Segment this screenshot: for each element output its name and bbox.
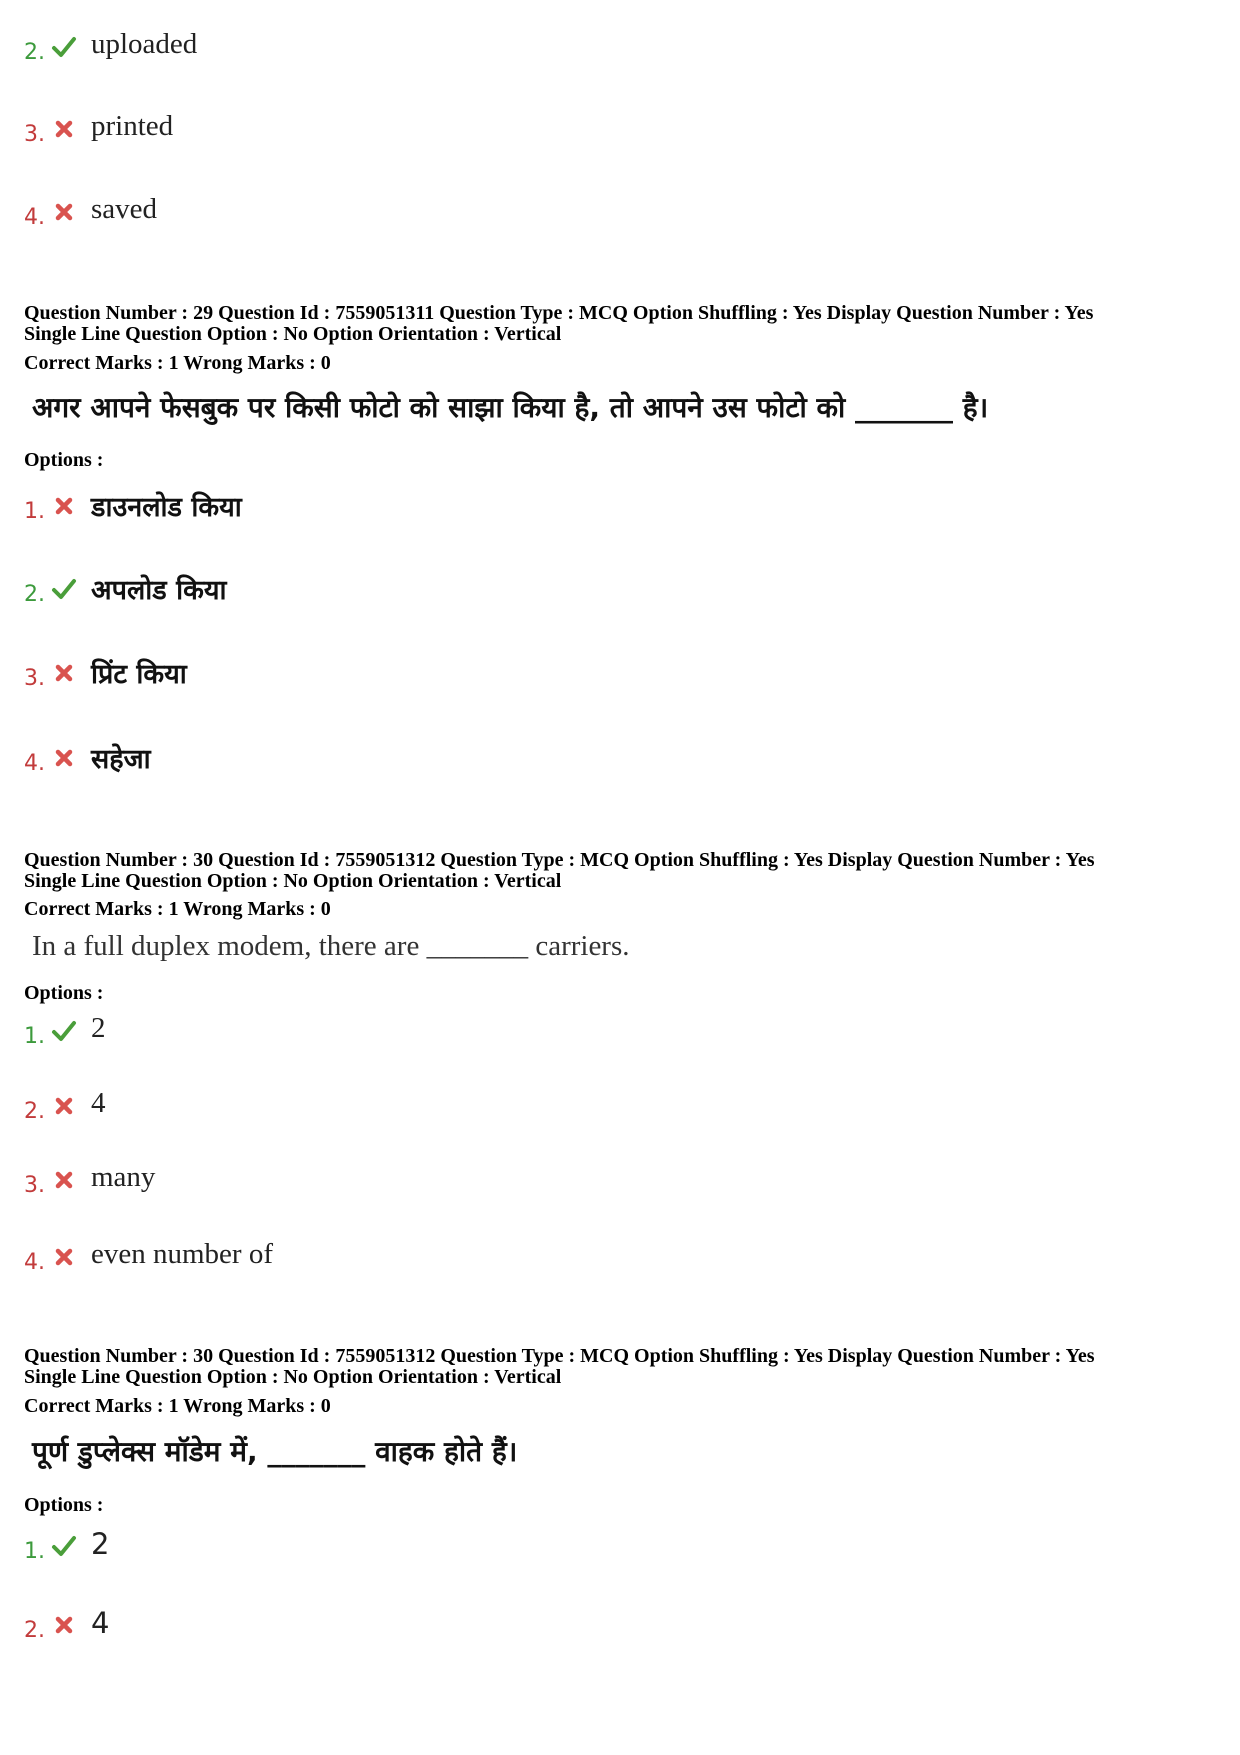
option-number: 2. bbox=[24, 1618, 45, 1643]
question-meta bbox=[24, 1346, 1094, 1388]
option-number: 4. bbox=[24, 205, 45, 230]
option-number: 1. bbox=[24, 1539, 45, 1564]
cross-icon bbox=[51, 1244, 77, 1270]
question-meta bbox=[24, 850, 1094, 892]
marks-line: Correct Marks : 1 Wrong Marks : 0 bbox=[24, 898, 331, 920]
option-number: 3. bbox=[24, 122, 45, 147]
option-text: many bbox=[91, 1161, 156, 1193]
option-text: डाउनलोड किया bbox=[91, 492, 242, 523]
question-meta-line: Single Line Question Option : No Option Orientation : Vertical bbox=[24, 1366, 562, 1388]
cross-icon bbox=[51, 660, 77, 686]
option-number: 2. bbox=[24, 582, 45, 607]
cross-icon bbox=[51, 1093, 77, 1119]
question-text: पूर्ण डुप्लेक्स मॉडेम में, _______ वाहक होते हैं। bbox=[32, 1435, 518, 1468]
option-number: 4. bbox=[24, 1250, 45, 1275]
option-number: 4. bbox=[24, 751, 45, 776]
option-text: 2 bbox=[91, 1012, 106, 1044]
option-text: even number of bbox=[91, 1238, 273, 1270]
option-number: 2. bbox=[24, 40, 45, 65]
cross-icon bbox=[51, 1167, 77, 1193]
question-meta-line: Question Number : 30 Question Id : 7559051312 Question Type : MCQ Option Shuffling : Yes Display Question Number : Yes bbox=[24, 1345, 1095, 1367]
cross-icon bbox=[51, 116, 77, 142]
question-text: In a full duplex modem, there are _______ carriers. bbox=[32, 930, 630, 962]
cross-icon bbox=[51, 493, 77, 519]
question-text: अगर आपने फेसबुक पर किसी फोटो को साझा किया है, तो आपने उस फोटो को _______ है। bbox=[32, 391, 989, 424]
question-meta-line: Question Number : 29 Question Id : 7559051311 Question Type : MCQ Option Shuffling : Yes Display Question Number : Yes bbox=[24, 302, 1094, 324]
marks-line: Correct Marks : 1 Wrong Marks : 0 bbox=[24, 352, 331, 374]
option-text: 2 bbox=[91, 1527, 110, 1561]
option-text: अपलोड किया bbox=[91, 575, 227, 606]
options-label: Options : bbox=[24, 982, 104, 1004]
option-number: 3. bbox=[24, 1173, 45, 1198]
check-icon bbox=[51, 576, 77, 602]
options-label: Options : bbox=[24, 449, 104, 471]
option-number: 1. bbox=[24, 499, 45, 524]
option-number: 1. bbox=[24, 1024, 45, 1049]
option-text: प्रिंट किया bbox=[91, 659, 187, 690]
option-text: 4 bbox=[91, 1087, 106, 1119]
option-number: 2. bbox=[24, 1099, 45, 1124]
option-text: saved bbox=[91, 193, 158, 225]
option-text: सहेजा bbox=[91, 744, 151, 775]
check-icon bbox=[51, 1533, 77, 1559]
cross-icon bbox=[51, 199, 77, 225]
option-text: uploaded bbox=[91, 28, 198, 60]
question-meta-line: Single Line Question Option : No Option Orientation : Vertical bbox=[24, 870, 562, 892]
question-meta-line: Question Number : 30 Question Id : 7559051312 Question Type : MCQ Option Shuffling : Yes Display Question Number : Yes bbox=[24, 849, 1095, 871]
question-meta bbox=[24, 303, 1093, 345]
question-meta-line: Single Line Question Option : No Option Orientation : Vertical bbox=[24, 323, 562, 345]
options-label: Options : bbox=[24, 1494, 104, 1516]
option-number: 3. bbox=[24, 666, 45, 691]
marks-line: Correct Marks : 1 Wrong Marks : 0 bbox=[24, 1395, 331, 1417]
cross-icon bbox=[51, 1612, 77, 1638]
cross-icon bbox=[51, 745, 77, 771]
check-icon bbox=[51, 34, 77, 60]
option-text: printed bbox=[91, 110, 174, 142]
option-text: 4 bbox=[91, 1606, 110, 1640]
check-icon bbox=[51, 1018, 77, 1044]
